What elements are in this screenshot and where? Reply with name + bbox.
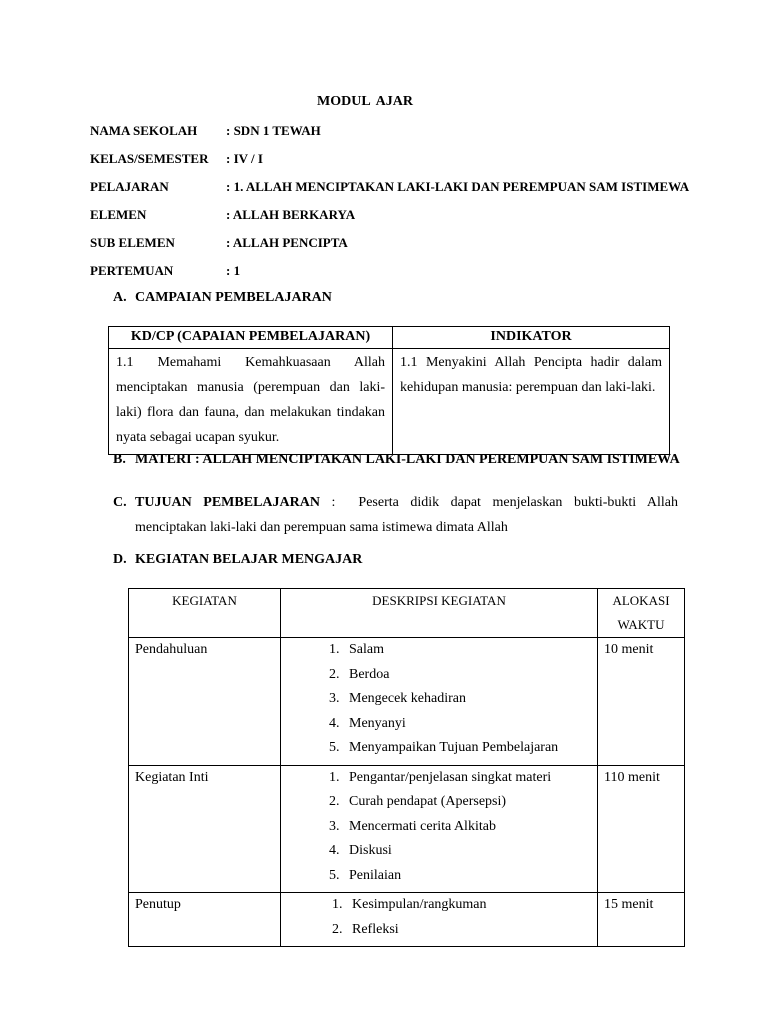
info-label-pertemuan: PERTEMUAN [90,263,174,278]
alokasi-col-header: ALOKASI WAKTU [598,589,685,638]
indikator-col-header: INDIKATOR [393,327,670,349]
waktu-cell: 110 menit [598,765,685,893]
section-c-letter: C. [113,495,127,510]
kegiatan-col-header: KEGIATAN [129,589,281,638]
kegiatan-cell: Penutup [129,893,281,947]
list-item: 2. Refleksi [346,918,591,943]
info-value-sub-elemen: : ALLAH PENCIPTA [226,235,348,250]
info-value-pertemuan: : 1 [226,263,241,278]
list-item: 3. Mencermati cerita Alkitab [343,815,591,840]
info-value-pelajaran: : 1. ALLAH MENCIPTAKAN LAKI-LAKI DAN PEREMPUAN SAM ISTIMEWA [226,179,690,194]
section-c-text: Peserta didik dapat menjelaskan bukti-bukti Allah menciptakan laki-laki dan perempuan sama istimewa dimata Allah [135,495,679,535]
section-d-heading [113,552,362,568]
section-c-block [113,490,678,540]
list-item: 2. Curah pendapat (Apersepsi) [343,790,591,815]
info-value-nama-sekolah: : SDN 1 TEWAH [226,123,321,138]
indikator-cell: 1.1 Menyakini Allah Pencipta hadir dalam kehidupan manusia: perempuan dan laki-laki. [393,349,670,455]
list-item: 1. Salam [343,638,591,663]
section-d-title: KEGIATAN BELAJAR MENGAJAR [135,552,363,567]
section-a-heading [113,290,332,306]
info-label-elemen: ELEMEN [90,207,147,222]
deskripsi-cell [281,765,598,893]
deskripsi-cell [281,893,598,947]
table-row [129,765,685,893]
section-b-text: MATERI : ALLAH MENCIPTAKAN LAKI-LAKI DAN PEREMPUAN SAM ISTIMEWA [135,452,680,467]
section-b-letter: B. [113,452,126,467]
capaian-col-header: KD/CP (CAPAIAN PEMBELAJARAN) [109,327,393,349]
list-item: 5. Penilaian [343,864,591,889]
info-label-sub-elemen: SUB ELEMEN [90,235,175,250]
section-a-title: CAMPAIAN PEMBELAJARAN [135,290,332,305]
kegiatan-table [128,588,685,947]
info-label-nama-sekolah: NAMA SEKOLAH [90,123,198,138]
info-label-pelajaran: PELAJARAN [90,179,169,194]
section-c-colon: : [319,495,336,510]
capaian-table [108,326,670,455]
section-c-title: TUJUAN PEMBELAJARAN [135,495,320,510]
document-title: MODUL AJAR [317,94,413,109]
list-item: 4. Diskusi [343,839,591,864]
table-row [129,893,685,947]
list-item: 1. Pengantar/penjelasan singkat materi [343,766,591,791]
kegiatan-cell: Kegiatan Inti [129,765,281,893]
list-item: 1. Kesimpulan/rangkuman [346,893,591,918]
info-value-elemen: : ALLAH BERKARYA [226,207,356,222]
list-item: 4. Menyanyi [343,712,591,737]
deskripsi-col-header: DESKRIPSI KEGIATAN [281,589,598,638]
capaian-cell: 1.1 Memahami Kemahkuasaan Allah menciptakan manusia (perempuan dan laki-laki) flora dan fauna, dan melakukan tindakan nyata sebagai ucapan syukur. [109,349,393,455]
info-label-kelas-semester: KELAS/SEMESTER [90,151,209,166]
section-d-letter: D. [113,552,127,567]
list-item: 3. Mengecek kehadiran [343,687,591,712]
section-b-heading [113,452,680,468]
kegiatan-cell: Pendahuluan [129,638,281,766]
list-item: 5. Menyampaikan Tujuan Pembelajaran [343,736,591,761]
list-item: 2. Berdoa [343,663,591,688]
waktu-cell: 10 menit [598,638,685,766]
deskripsi-cell [281,638,598,766]
section-a-letter: A. [113,290,127,305]
info-value-kelas-semester: : IV / I [226,151,263,166]
table-row [129,638,685,766]
waktu-cell: 15 menit [598,893,685,947]
